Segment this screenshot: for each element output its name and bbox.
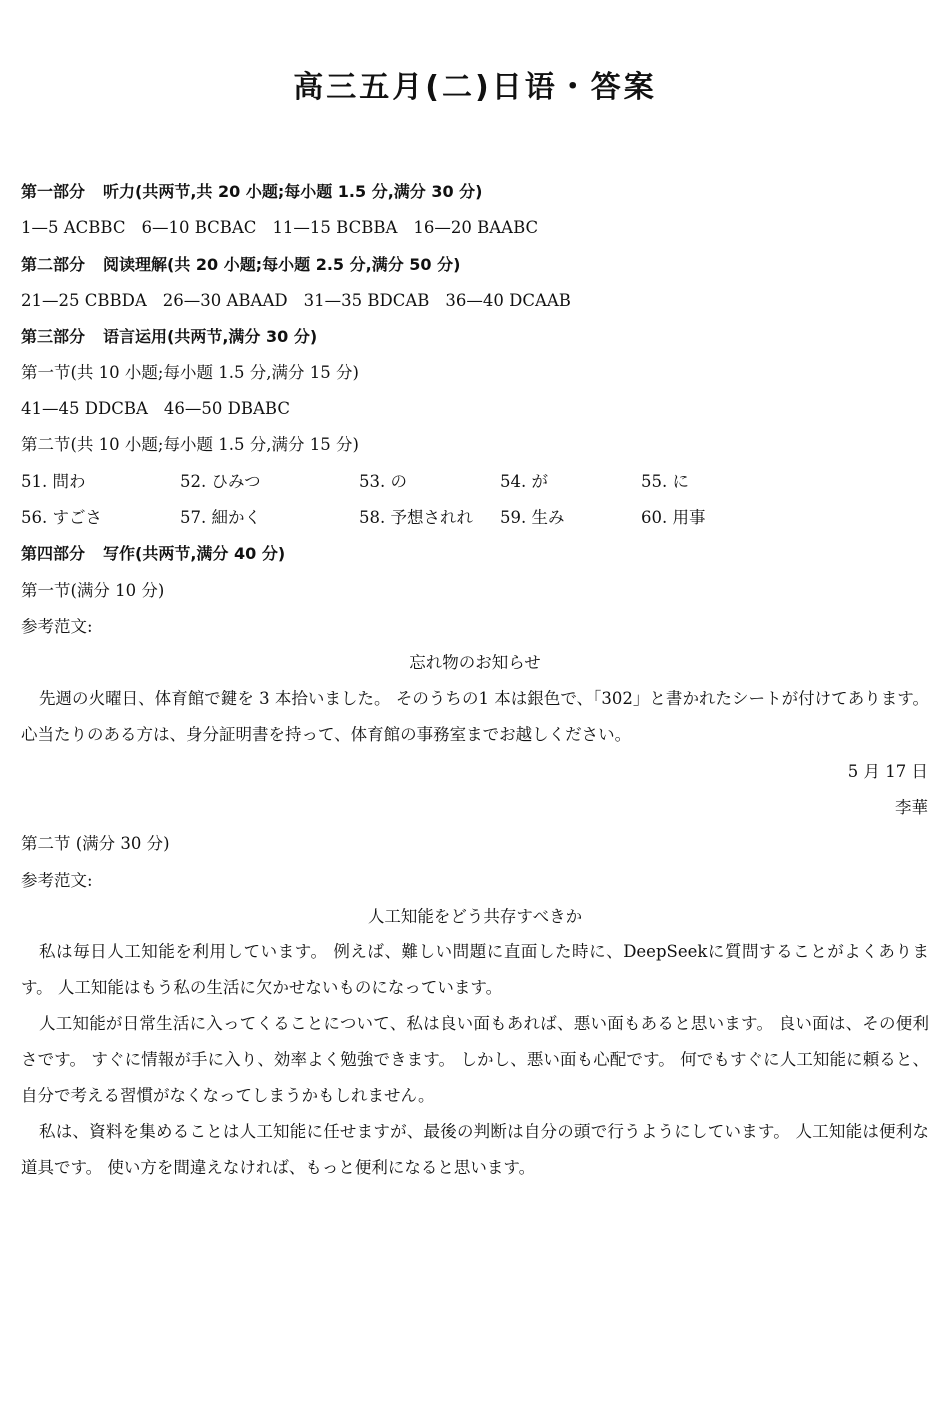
essay1-signature: 李華 — [895, 798, 928, 817]
answer-group: 21—25 CBBDA — [21, 291, 147, 310]
part3-section1-label: 第一节(共 10 小题;每小题 1.5 分,满分 15 分) — [21, 363, 359, 382]
cloze-answer-52: 52. ひみつ — [180, 472, 261, 491]
essay2-paragraph-3: 私は、資料を集めることは人工知能に任せますが、最後の判断は自分の頭で行うようにしています。 人工知能は便利な道具です。 使い方を間違えなければ、もっと便利になると思います。 — [21, 1122, 929, 1177]
essay1-paragraph: 先週の火曜日、体育館で鍵を 3 本拾いました。 そのうちの1 本は銀色で、「302」と書かれたシートが付けてあります。 心当たりのある方は、身分証明書を持って、体育館の事務室までお越しください。 — [21, 689, 929, 744]
part4-section2-label: 第二节 (满分 30 分) — [21, 834, 170, 853]
essay1-date: 5 月 17 日 — [847, 762, 928, 781]
cloze-answer-55: 55. に — [641, 472, 689, 491]
answer-group: 36—40 DCAAB — [445, 291, 571, 310]
part3-heading — [21, 326, 317, 348]
essay2-paragraph-2: 人工知能が日常生活に入ってくることについて、私は良い面もあれば、悪い面もあると思います。 良い面は、その便利さです。 すぐに情報が手に入り、効率よく勉強できます。 しかし、悪い面も心配です。 何でもすぐに人工知能に頼ると、自分で考える習慣がなくなってしまうかもしれません。 — [21, 1014, 929, 1105]
part1-heading-desc: 听力(共两节,共 20 小题;每小题 1.5 分,满分 30 分) — [103, 182, 483, 201]
part1-heading-name: 第一部分 — [21, 182, 86, 201]
page-title: 高三五月(二)日语・答案 — [293, 70, 657, 105]
part3-section1-answers — [21, 398, 306, 420]
cloze-answer-58: 58. 予想されれ — [359, 508, 473, 527]
cloze-answer-51: 51. 問わ — [21, 472, 86, 491]
answer-group: 1—5 ACBBC — [21, 218, 126, 237]
cloze-answer-60: 60. 用事 — [641, 508, 706, 527]
essay2-paragraph-1: 私は毎日人工知能を利用しています。 例えば、難しい問題に直面した時に、DeepSeekに質問することがよくあります。 人工知能はもう私の生活に欠かせないものになっています。 — [21, 942, 929, 997]
part3-heading-desc: 语言运用(共两节,满分 30 分) — [103, 327, 318, 346]
part2-heading-desc: 阅读理解(共 20 小题;每小题 2.5 分,满分 50 分) — [103, 255, 461, 274]
part1-heading — [21, 181, 483, 203]
cloze-answer-54: 54. が — [500, 472, 548, 491]
part3-heading-name: 第三部分 — [21, 327, 86, 346]
part4-heading-desc: 写作(共两节,满分 40 分) — [103, 544, 286, 563]
part4-section1-label: 第一节(满分 10 分) — [21, 581, 165, 600]
answer-group: 41—45 DDCBA — [21, 399, 148, 418]
part2-heading-name: 第二部分 — [21, 255, 86, 274]
part1-answers — [21, 217, 554, 239]
answer-group: 16—20 BAABC — [413, 218, 539, 237]
essay2-title: 人工知能をどう共存すべきか — [367, 907, 583, 926]
part4-heading-name: 第四部分 — [21, 544, 86, 563]
part4-heading — [21, 543, 285, 565]
cloze-answer-53: 53. の — [359, 472, 407, 491]
essay1-title: 忘れ物のお知らせ — [409, 653, 541, 672]
cloze-answer-56: 56. すごさ — [21, 508, 102, 527]
cloze-answer-57: 57. 細かく — [180, 508, 261, 527]
cloze-answer-59: 59. 生み — [500, 508, 565, 527]
part4-section2-sample-label: 参考范文: — [21, 871, 93, 890]
answer-group: 6—10 BCBAC — [141, 218, 257, 237]
answer-group: 46—50 DBABC — [163, 399, 290, 418]
answer-group: 26—30 ABAAD — [162, 291, 288, 310]
answer-group: 31—35 BDCAB — [303, 291, 430, 310]
part4-section1-sample-label: 参考范文: — [21, 617, 93, 636]
part3-section2-label: 第二节(共 10 小题;每小题 1.5 分,满分 15 分) — [21, 435, 359, 454]
part2-answers — [21, 290, 587, 312]
answer-group: 11—15 BCBBA — [272, 218, 398, 237]
part2-heading — [21, 254, 460, 276]
